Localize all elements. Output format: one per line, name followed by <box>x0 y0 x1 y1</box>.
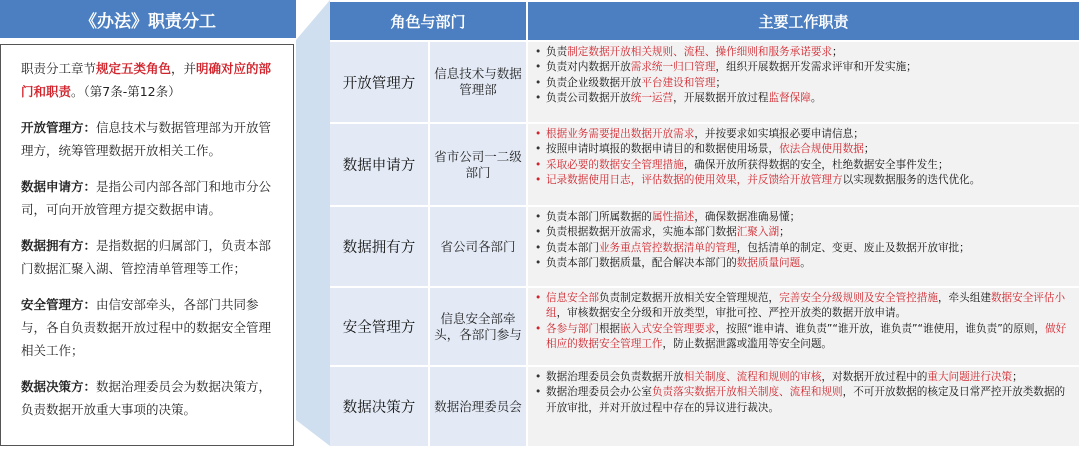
role-description: 是指公司内部各部门和地市分公司，可向开放管理方提交数据申请。 <box>21 179 272 217</box>
text-span: 负责 <box>546 46 568 58</box>
text-span: ，确保数据准确易懂； <box>694 211 801 223</box>
duty-cell <box>528 42 1079 122</box>
highlight-text: 依法合规使用数据 <box>779 143 864 156</box>
role-term: 数据申请方： <box>21 179 97 194</box>
duty-item <box>534 91 1073 106</box>
header-role-dept: 角色与部门 <box>330 2 526 40</box>
duty-list <box>534 127 1073 189</box>
text-span: ，组织开展数据开发需求评审和开发实施； <box>715 61 917 74</box>
text-span: 。（第7条-第12条） <box>71 84 181 99</box>
duty-list <box>534 45 1073 107</box>
highlight-text: 明确对应的部门和职责 <box>21 61 272 99</box>
text-span: ； <box>1012 371 1023 383</box>
intro-paragraph <box>21 57 283 103</box>
department-cell: 数据治理委员会 <box>430 367 526 446</box>
highlight-text: 做好相应的数据安全管理工作 <box>546 322 1067 351</box>
department-cell: 省公司各部门 <box>430 207 526 286</box>
duty-item <box>534 158 1073 173</box>
text-span: ； <box>863 143 875 156</box>
text-span: ，包括清单的制定、变更、废止及数据开放审批； <box>736 241 970 254</box>
highlight-text: 信息安全部 <box>546 292 599 304</box>
text-span: 。 <box>810 92 822 105</box>
duty-item <box>534 225 1073 240</box>
text-span: ，防止数据泄露或滥用等安全问题。 <box>662 338 833 351</box>
bullet-icon: • <box>535 92 542 105</box>
bullet-icon: • <box>535 226 542 239</box>
highlight-text: 监督保障 <box>768 92 811 105</box>
duty-cell <box>528 288 1079 365</box>
duty-cell <box>528 207 1079 286</box>
role-paragraphs <box>21 116 283 421</box>
highlight-text: 属性描述 <box>651 211 695 223</box>
duty-item <box>534 142 1073 157</box>
role-paragraph <box>21 293 283 362</box>
highlight-text: 需求统一归口管理 <box>630 61 716 74</box>
highlight-text: 汇聚入湖 <box>736 226 780 239</box>
duty-cell <box>528 124 1079 205</box>
role-cell: 安全管理方 <box>330 288 428 365</box>
text-span: ，确保开放所获得数据的安全，杜绝数据安全事件发生； <box>683 158 949 171</box>
bullet-icon: • <box>535 174 542 187</box>
duty-item <box>534 173 1073 188</box>
bullet-icon: • <box>535 76 542 89</box>
connector-funnel <box>296 0 330 446</box>
highlight-text: 相关制度、流程和规则的审核 <box>683 371 822 383</box>
role-term: 安全管理方： <box>21 297 97 312</box>
duty-item <box>534 241 1073 256</box>
highlight-text: 平台建设和管理 <box>641 76 716 89</box>
bullet-icon: • <box>535 257 542 270</box>
duty-item <box>534 385 1073 416</box>
bullet-icon: • <box>535 61 542 74</box>
duty-item <box>534 370 1073 385</box>
text-span: 负责制定数据开放相关安全管理规范， <box>598 292 780 304</box>
duty-item <box>534 45 1073 60</box>
text-span: 数据治理委员会办公室 <box>546 386 652 399</box>
department-cell: 信息技术与数据管理部 <box>430 42 526 122</box>
text-span: 负责公司数据开放 <box>546 92 631 105</box>
duty-item <box>534 291 1073 322</box>
duty-list <box>534 210 1073 272</box>
text-span: 负责根据数据开放需求，实施本部门数据 <box>546 226 737 239</box>
department-cell: 信息安全部牵头，各部门参与 <box>430 288 526 365</box>
role-description: 是指数据的归属部门，负责本部门数据汇聚入湖、管控清单管理等工作； <box>21 238 272 276</box>
bullet-icon: • <box>535 322 542 335</box>
duty-list <box>534 291 1073 353</box>
text-span: ； <box>779 226 790 239</box>
highlight-text: 数据质量问题 <box>736 257 801 270</box>
text-span: ，并按要求如实填报必要申请信息； <box>694 128 864 140</box>
role-paragraph <box>21 234 283 280</box>
duty-item <box>534 210 1073 225</box>
duty-item <box>534 256 1073 271</box>
text-span: 负责本部门 <box>546 241 599 254</box>
text-span: ； <box>715 76 727 89</box>
text-span: 负责本部门所属数据的 <box>546 211 652 223</box>
highlight-text: 制定数据开放相关规则、流程、操作细则和服务承诺要求 <box>567 46 833 58</box>
header-main-duties: 主要工作职责 <box>528 2 1079 40</box>
highlight-text: 统一运营 <box>630 92 674 105</box>
bullet-icon: • <box>535 386 542 399</box>
left-panel-text <box>0 44 294 446</box>
highlight-text: 根据业务需要提出数据开放需求 <box>546 128 695 140</box>
bullet-icon: • <box>535 211 542 223</box>
text-span: ，按照“谁申请、谁负责”“谁开放，谁负责”“谁使用，谁负责”的原则， <box>715 322 1046 335</box>
duty-list <box>534 370 1073 416</box>
bullet-icon: • <box>535 241 542 254</box>
highlight-text: 规定五类角色 <box>96 61 172 76</box>
role-description: 由信安部牵头，各部门共同参与，各自负责数据开放过程中的数据安全管理相关工作； <box>21 297 272 358</box>
duty-item <box>534 322 1073 353</box>
role-cell: 数据决策方 <box>330 367 428 446</box>
highlight-text: 采取必要的数据安全管理措施 <box>546 158 684 171</box>
text-span: ，不可开放数据的核定及日常严控开放类数据的开放审批，并对开放过程中存在的异议进行裁决。 <box>546 386 1066 414</box>
text-span: ，审核数据安全分级和开放类型，审批可控、严控开放类的数据开放申请。 <box>556 307 907 320</box>
role-description: 信息技术与数据管理部为开放管理方，统筹管理数据开放相关工作。 <box>21 120 272 158</box>
bullet-icon: • <box>535 143 542 156</box>
table-row <box>330 42 1079 122</box>
role-paragraph <box>21 175 283 221</box>
text-span: 按照申请时填报的数据申请目的和数据使用场景， <box>546 143 780 156</box>
table-row <box>330 367 1079 446</box>
highlight-text: 完善安全分级规则及安全管控措施 <box>779 292 938 304</box>
role-paragraph <box>21 375 283 421</box>
highlight-text: 各参与部门 <box>546 322 599 335</box>
text-span: ； <box>832 46 843 58</box>
table-row <box>330 124 1079 205</box>
text-span: 根据 <box>598 322 621 335</box>
text-span: 职责分工章节 <box>21 61 97 76</box>
text-span: 负责本部门数据质量，配合解决本部门的 <box>546 257 737 270</box>
text-span: 。 <box>800 257 811 270</box>
role-cell: 数据申请方 <box>330 124 428 205</box>
highlight-text: 数据安全评估小组 <box>546 292 1066 320</box>
role-description: 数据治理委员会为数据决策方，负责数据开放重大事项的决策。 <box>21 379 272 417</box>
role-term: 开放管理方： <box>21 120 97 135</box>
duty-item <box>534 127 1073 142</box>
duty-item <box>534 76 1073 91</box>
department-cell: 省市公司一二级部门 <box>430 124 526 205</box>
role-term: 数据拥有方： <box>21 238 97 253</box>
highlight-text: 嵌入式安全管理要求 <box>620 322 716 335</box>
role-cell: 开放管理方 <box>330 42 428 122</box>
text-span: ，并 <box>171 61 197 76</box>
text-span: ，对数据开放过程中的 <box>821 371 928 383</box>
text-span: ，牵头组建 <box>937 292 991 304</box>
highlight-text: 重大问题进行决策 <box>927 371 1013 383</box>
bullet-icon: • <box>535 46 542 58</box>
highlight-text: 负责落实数据开放相关制度、流程和规则 <box>651 386 843 399</box>
table-row <box>330 207 1079 286</box>
role-cell: 数据拥有方 <box>330 207 428 286</box>
text-span: ，开展数据开放过程 <box>673 92 769 105</box>
text-span: 数据治理委员会负责数据开放 <box>546 371 684 383</box>
table-row <box>330 288 1079 365</box>
duty-item <box>534 60 1073 75</box>
highlight-text: 业务重点管控数据清单的管理 <box>598 241 737 254</box>
text-span: 以实现数据服务的迭代优化。 <box>842 174 981 187</box>
highlight-text: 记录数据使用日志，评估数据的使用效果，并反馈给开放管理方 <box>546 174 843 187</box>
duty-cell <box>528 367 1079 446</box>
text-span: 负责企业级数据开放 <box>546 76 642 89</box>
bullet-icon: • <box>535 128 542 140</box>
bullet-icon: • <box>535 292 542 304</box>
role-paragraph <box>21 116 283 162</box>
bullet-icon: • <box>535 371 542 383</box>
role-term: 数据决策方： <box>21 379 97 394</box>
text-span: 负责对内数据开放 <box>546 61 631 74</box>
bullet-icon: • <box>535 158 542 171</box>
left-panel-title: 《办法》职责分工 <box>0 0 296 38</box>
